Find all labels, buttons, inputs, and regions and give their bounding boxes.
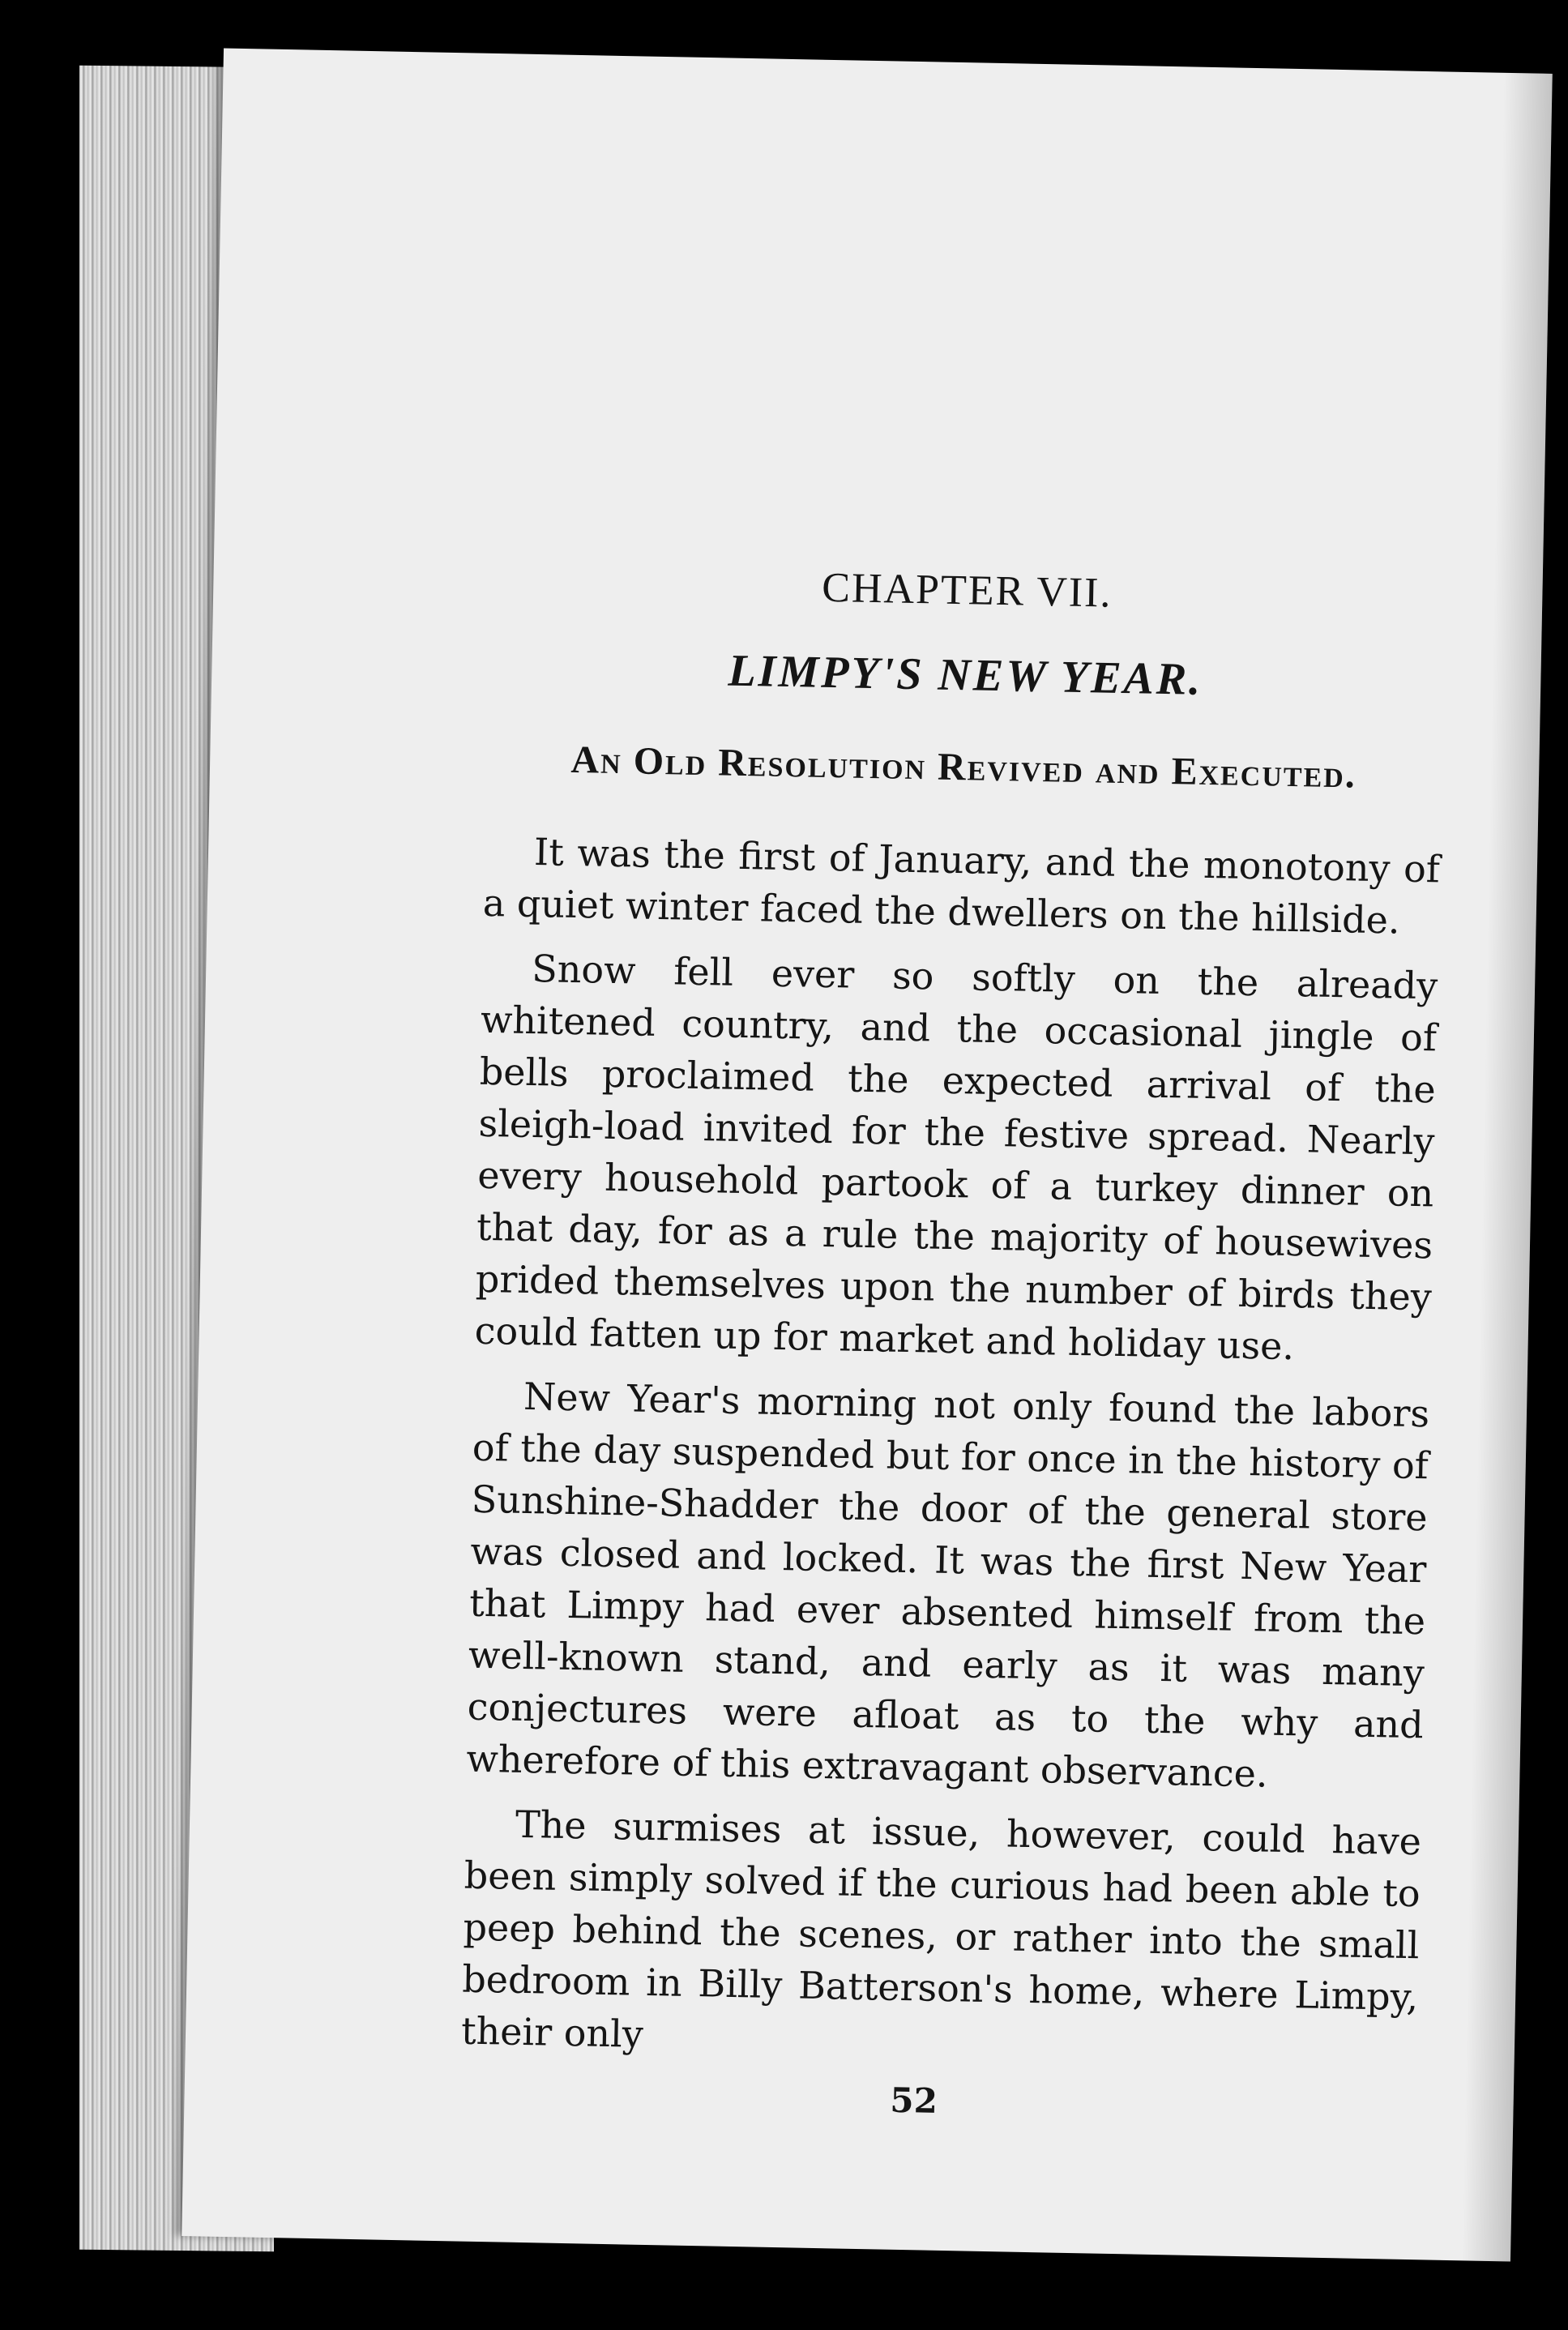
paragraph: The surmises at issue, however, could have been simply solved if the curious had been able to peep behind the scenes, or rather into the small bedroom in Billy Batterson's home, where Limpy, their only [460, 1802, 1422, 2056]
book-page [182, 49, 1553, 2262]
body-text [461, 825, 1441, 2075]
page-number: 52 [889, 2080, 938, 2121]
chapter-title: LIMPY'S NEW YEAR. [727, 645, 1203, 705]
paragraph: It was the first of January, and the monotony of a quiet winter faced the dwellers on the hillside. [482, 830, 1441, 943]
chapter-number: CHAPTER VII. [821, 564, 1113, 617]
chapter-subtitle: An Old Resolution Revived and Executed. [570, 737, 1357, 797]
paragraph: Snow fell ever so softly on the already whitened country, and the occasional jingle of bells proclaimed the expected arrival of the sleigh-load invited for the festive spread. Nearly every household partook of a turkey dinner on that day, for as a rule the majority of housewives prided themselves upon the number of birds they could fatten up for market and holiday use. [474, 947, 1438, 1369]
page-text-block [459, 556, 1446, 2136]
paragraph: New Year's morning not only found the labors of the day suspended but for once in the history of Sunshine-Shadder the door of the general store was closed and locked. It was the first New Year that Limpy had ever absented himself from the well-known stand, and early as it was many conjectures were afloat as to the why and wherefore of this extravagant observance. [466, 1374, 1430, 1796]
